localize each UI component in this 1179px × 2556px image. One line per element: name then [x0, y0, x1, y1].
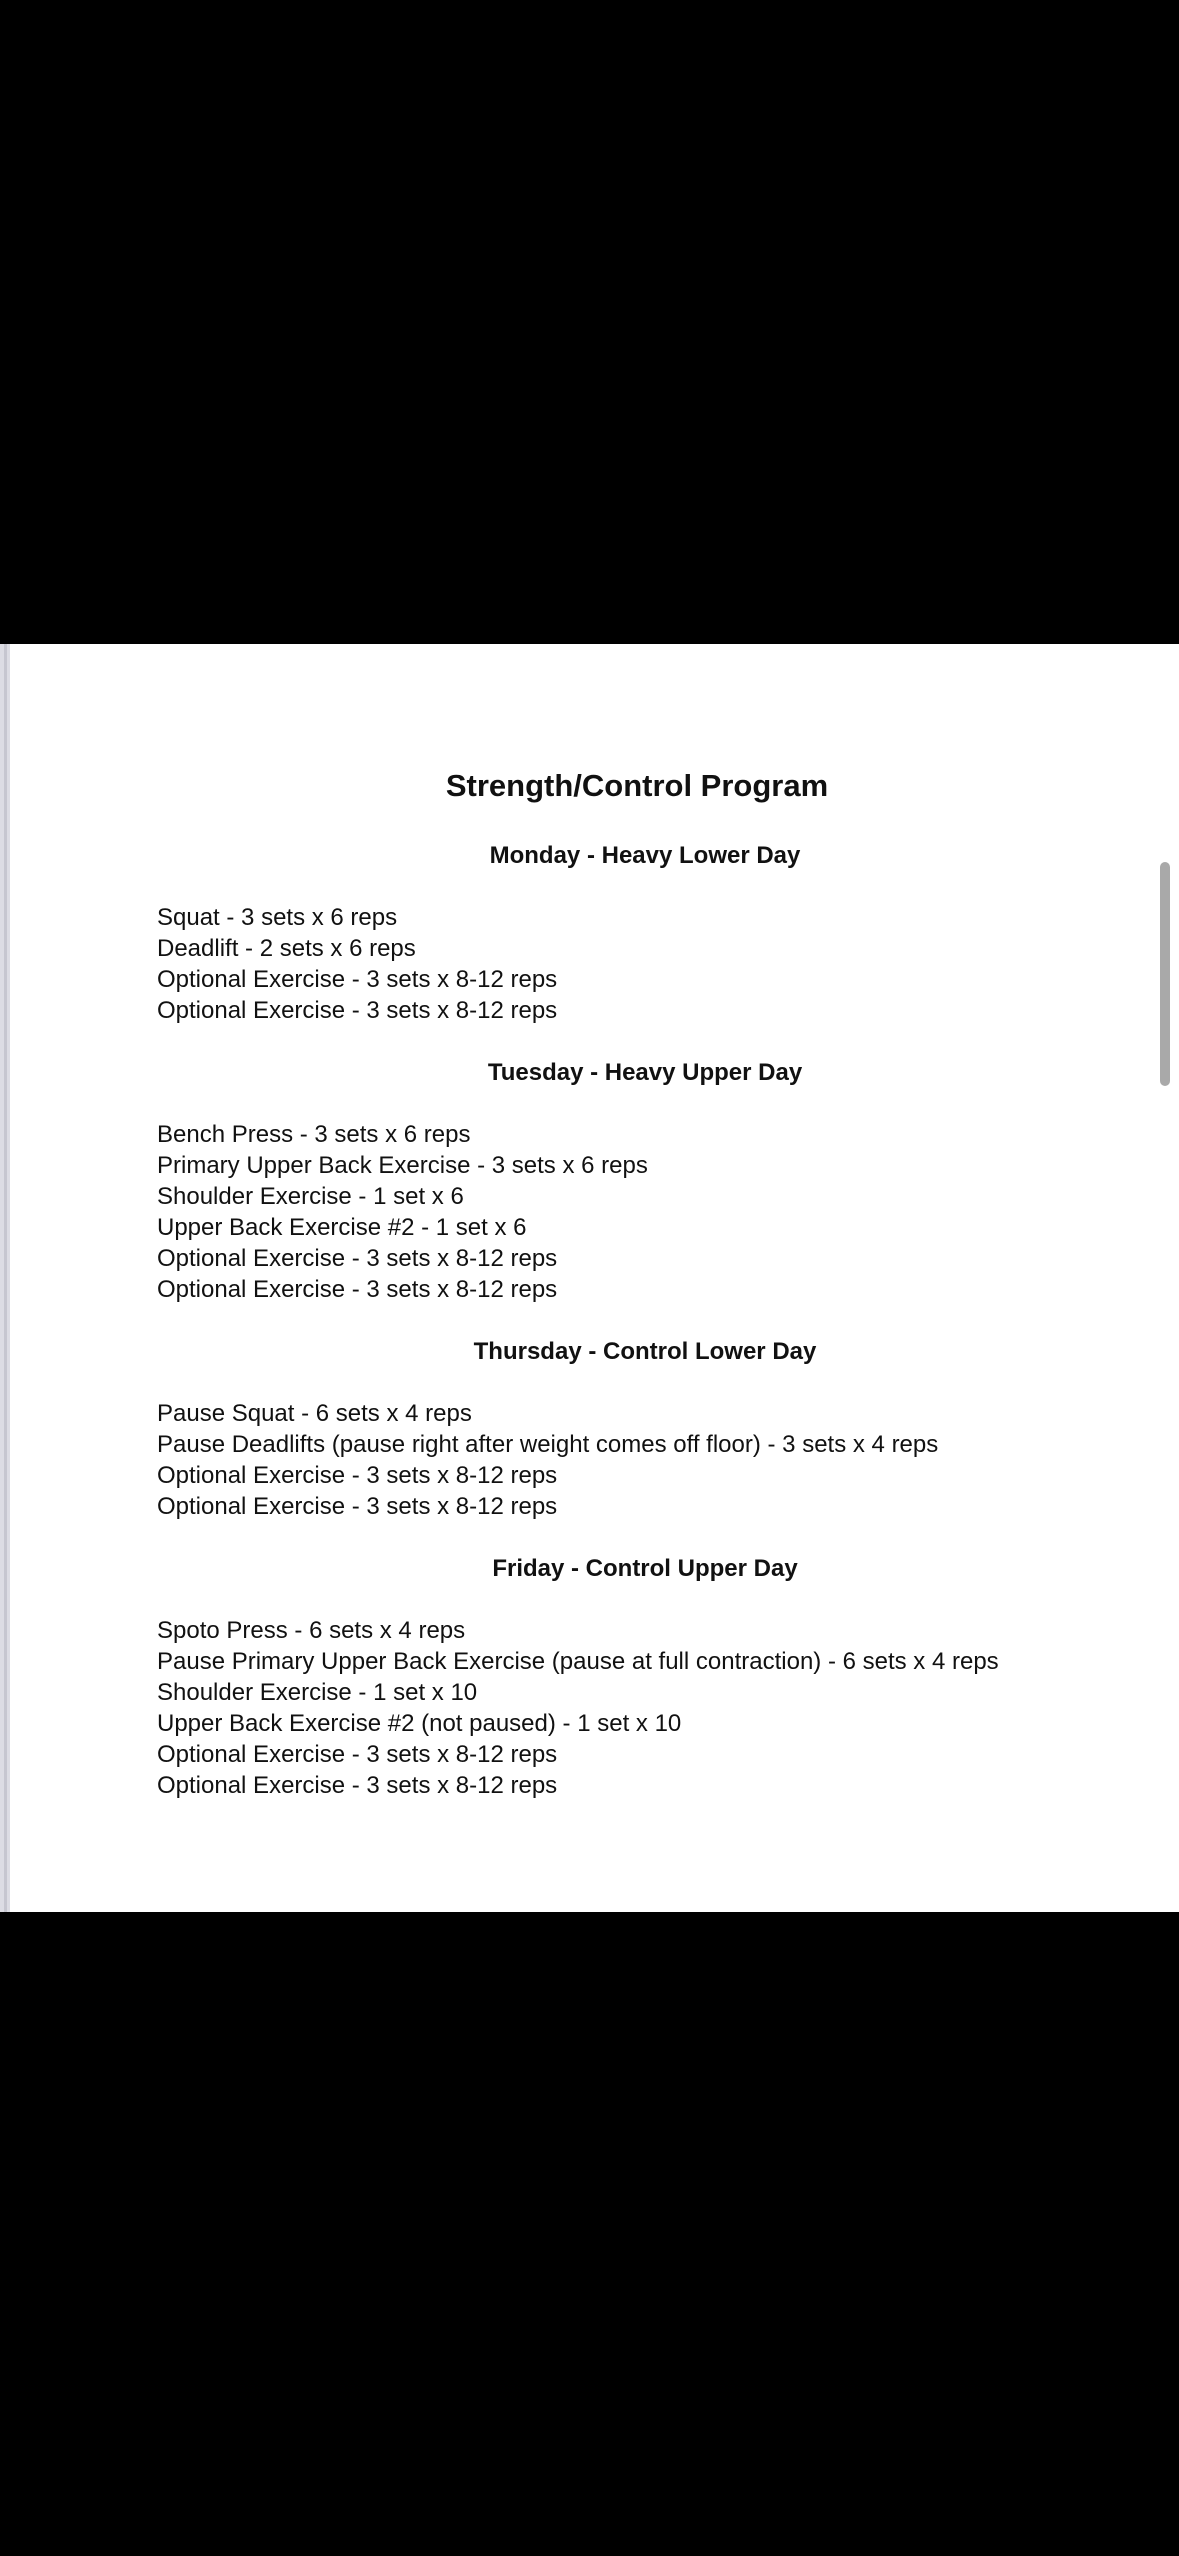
- exercise-list-monday: [157, 902, 557, 1026]
- exercise-item: Upper Back Exercise #2 - 1 set x 6: [157, 1214, 527, 1241]
- vertical-scrollbar[interactable]: [1160, 862, 1170, 1086]
- exercise-item: Shoulder Exercise - 1 set x 6: [157, 1183, 464, 1210]
- exercise-item: Pause Squat - 6 sets x 4 reps: [157, 1400, 472, 1427]
- exercise-item: Pause Deadlifts (pause right after weight comes off floor) - 3 sets x 4 reps: [157, 1431, 939, 1458]
- exercise-item: Spoto Press - 6 sets x 4 reps: [157, 1617, 466, 1644]
- exercise-item: Optional Exercise - 3 sets x 8-12 reps: [157, 1493, 558, 1520]
- document-title: Strength/Control Program: [445, 768, 829, 803]
- exercise-item: Deadlift - 2 sets x 6 reps: [157, 935, 416, 962]
- exercise-item: Optional Exercise - 3 sets x 8-12 reps: [157, 1741, 558, 1768]
- exercise-item: Shoulder Exercise - 1 set x 10: [157, 1679, 478, 1706]
- day-heading-tuesday: Tuesday - Heavy Upper Day: [487, 1059, 803, 1086]
- exercise-item: Pause Primary Upper Back Exercise (pause at full contraction) - 6 sets x 4 reps: [157, 1648, 999, 1675]
- exercise-item: Optional Exercise - 3 sets x 8-12 reps: [157, 966, 558, 993]
- day-heading-thursday: Thursday - Control Lower Day: [473, 1338, 817, 1365]
- exercise-list-friday: [157, 1615, 999, 1801]
- day-heading-friday: Friday - Control Upper Day: [492, 1555, 798, 1582]
- exercise-item: Optional Exercise - 3 sets x 8-12 reps: [157, 1462, 558, 1489]
- day-heading-monday: Monday - Heavy Lower Day: [489, 842, 801, 869]
- page-left-edge: [0, 644, 10, 1912]
- document-page: [0, 644, 1179, 1912]
- exercise-item: Optional Exercise - 3 sets x 8-12 reps: [157, 1772, 558, 1799]
- exercise-item: Optional Exercise - 3 sets x 8-12 reps: [157, 1245, 558, 1272]
- exercise-item: Squat - 3 sets x 6 reps: [157, 904, 398, 931]
- exercise-item: Primary Upper Back Exercise - 3 sets x 6 reps: [157, 1152, 648, 1179]
- exercise-item: Optional Exercise - 3 sets x 8-12 reps: [157, 1276, 558, 1303]
- exercise-item: Upper Back Exercise #2 (not paused) - 1 set x 10: [157, 1710, 682, 1737]
- exercise-item: Bench Press - 3 sets x 6 reps: [157, 1121, 471, 1148]
- exercise-list-thursday: [157, 1398, 938, 1522]
- exercise-list-tuesday: [157, 1119, 648, 1305]
- exercise-item: Optional Exercise - 3 sets x 8-12 reps: [157, 997, 558, 1024]
